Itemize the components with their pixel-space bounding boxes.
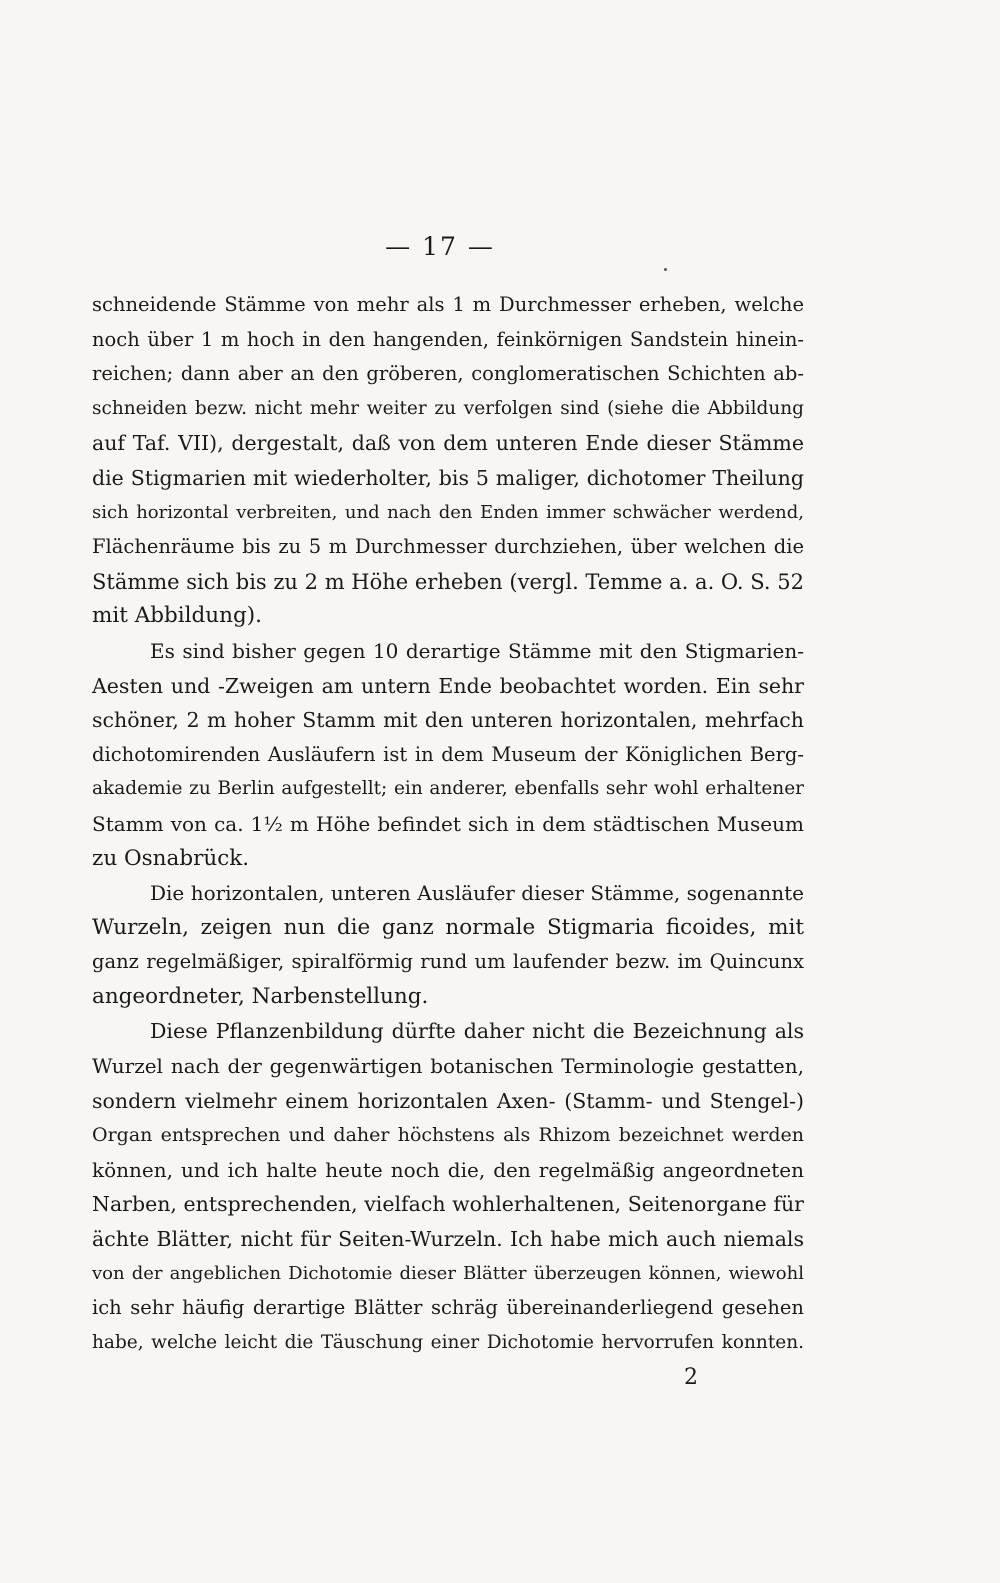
text-line: dichotomirenden Ausläufern ist in dem Museum der Königlichen Berg- bbox=[92, 742, 804, 766]
text-line: mit Abbildung). bbox=[92, 603, 262, 629]
text-line: habe, welche leicht die Täuschung einer Dichotomie hervorrufen konnten. bbox=[92, 1331, 804, 1353]
text-line: Wurzel nach der gegenwärtigen botanischen Terminologie gestatten, bbox=[92, 1054, 804, 1079]
text-line: können, und ich halte heute noch die, den regelmäßig angeordneten bbox=[92, 1157, 804, 1182]
text-line: sich horizontal verbreiten, und nach den Enden immer schwächer werdend, bbox=[92, 501, 804, 523]
text-line: schöner, 2 m hoher Stamm mit den unteren horizontalen, mehrfach bbox=[92, 708, 804, 733]
text-line: akademie zu Berlin aufgestellt; ein anderer, ebenfalls sehr wohl erhaltener bbox=[92, 778, 804, 800]
text-line: zu Osnabrück. bbox=[92, 845, 250, 871]
text-line: Wurzeln, zeigen nun die ganz normale Stigmaria ficoides, mit bbox=[92, 914, 804, 940]
text-line: Es sind bisher gegen 10 derartige Stämme mit den Stigmarien- bbox=[150, 638, 804, 663]
text-line: Die horizontalen, unteren Ausläufer dieser Stämme, sogenannte bbox=[150, 881, 804, 906]
text-line: Stamm von ca. 1½ m Höhe befindet sich in dem städtischen Museum bbox=[92, 811, 804, 836]
signature-mark: 2 bbox=[684, 1365, 698, 1390]
text-line: ächte Blätter, nicht für Seiten-Wurzeln. Ich habe mich auch niemals bbox=[92, 1227, 804, 1252]
print-speck bbox=[664, 268, 667, 271]
text-line: die Stigmarien mit wiederholter, bis 5 maliger, dichotomer Theilung bbox=[92, 465, 804, 490]
text-line: Narben, entsprechenden, vielfach wohlerhaltenen, Seitenorgane für bbox=[92, 1192, 804, 1217]
text-line: auf Taf. VII), dergestalt, daß von dem unteren Ende dieser Stämme bbox=[92, 431, 804, 456]
text-line: Stämme sich bis zu 2 m Höhe erheben (vergl. Temme a. a. O. S. 52 bbox=[92, 569, 804, 594]
text-line: reichen; dann aber an den gröberen, conglomeratischen Schichten ab- bbox=[92, 362, 804, 386]
text-line: ich sehr häufig derartige Blätter schräg übereinanderliegend gesehen bbox=[92, 1296, 804, 1320]
text-line: schneiden bezw. nicht mehr weiter zu verfolgen sind (siehe die Abbildung bbox=[92, 397, 804, 419]
text-line: sondern vielmehr einem horizontalen Axen- (Stamm- und Stengel-) bbox=[92, 1088, 804, 1113]
text-line: Flächenräume bis zu 5 m Durchmesser durchziehen, über welchen die bbox=[92, 535, 804, 559]
body-text bbox=[92, 288, 804, 1360]
text-line: schneidende Stämme von mehr als 1 m Durchmesser erheben, welche bbox=[92, 293, 804, 316]
text-line: Organ entsprechen und daher höchstens als Rhizom bezeichnet werden bbox=[92, 1124, 804, 1147]
text-line: angeordneter, Narbenstellung. bbox=[92, 983, 429, 1009]
text-line: von der angeblichen Dichotomie dieser Blätter überzeugen können, wiewohl bbox=[92, 1262, 804, 1284]
text-line: Diese Pflanzenbildung dürfte daher nicht die Bezeichnung als bbox=[150, 1019, 804, 1044]
text-line: Aesten und -Zweigen am untern Ende beobachtet worden. Ein sehr bbox=[92, 673, 804, 698]
text-line: noch über 1 m hoch in den hangenden, feinkörnigen Sandstein hinein- bbox=[92, 327, 804, 351]
page-number: — 17 — bbox=[385, 232, 495, 261]
text-line: ganz regelmäßiger, spiralförmig rund um laufender bezw. im Quincunx bbox=[92, 950, 804, 974]
